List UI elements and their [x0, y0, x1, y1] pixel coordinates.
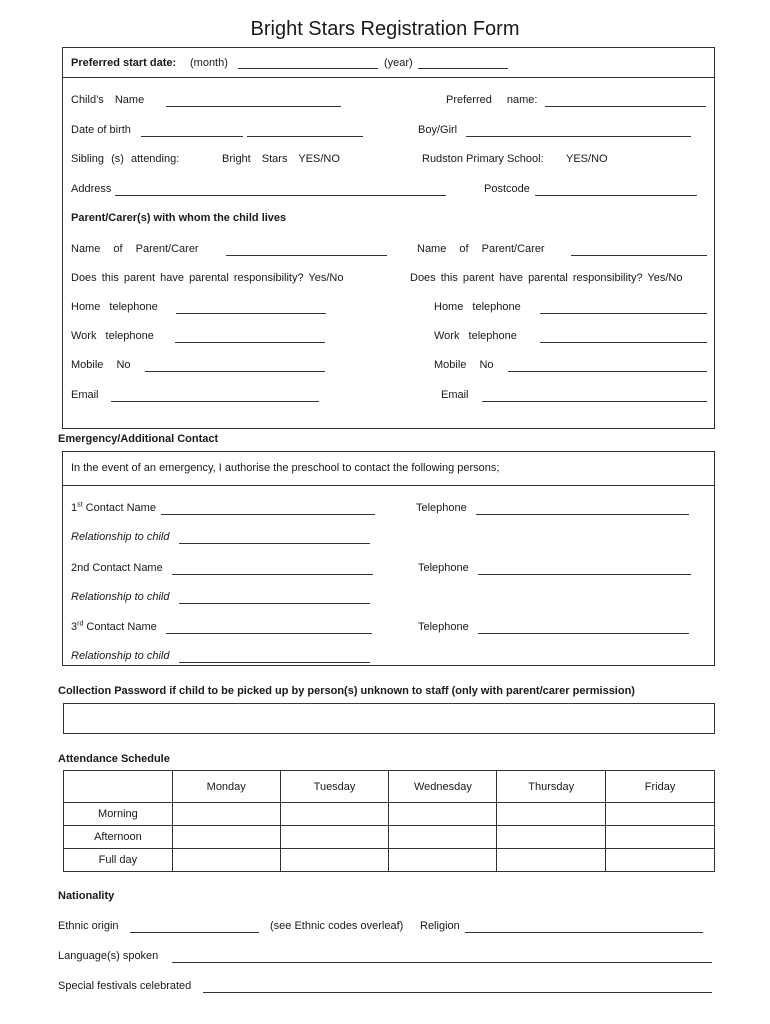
religion-field[interactable]: [465, 932, 703, 933]
contact1-telephone-field[interactable]: [476, 514, 689, 515]
contact1-telephone-label: Telephone: [416, 502, 467, 514]
ethnic-origin-label: Ethnic origin: [58, 920, 119, 932]
contact3-telephone-label: Telephone: [418, 621, 469, 633]
boy-girl-label: Boy/Girl: [418, 124, 458, 136]
attendance-row: [64, 826, 715, 849]
contact3-relationship-field[interactable]: [179, 662, 370, 663]
parent1-work-field[interactable]: [175, 342, 325, 343]
dob-field-1[interactable]: [141, 136, 243, 137]
start-month-field[interactable]: [238, 68, 378, 69]
schedule-cell[interactable]: [389, 803, 497, 826]
start-year-label: (year): [384, 57, 413, 69]
schedule-cell[interactable]: [280, 849, 389, 872]
parent1-home-label: Home telephone: [71, 301, 158, 313]
postcode-label: Postcode: [484, 183, 530, 195]
schedule-cell[interactable]: [172, 826, 280, 849]
rudston-label: Rudston Primary School:: [422, 153, 544, 165]
contact2-telephone-label: Telephone: [418, 562, 469, 574]
parent2-name-field[interactable]: [571, 255, 707, 256]
child-name-label: Child’s Name: [71, 94, 145, 106]
start-year-field[interactable]: [418, 68, 508, 69]
preferred-name-field[interactable]: [545, 106, 706, 107]
parent2-email-label: Email: [441, 389, 469, 401]
contact3-number: 3: [71, 621, 78, 633]
parent2-home-field[interactable]: [540, 313, 707, 314]
contact1-suffix: st: [77, 501, 83, 509]
schedule-cell[interactable]: [497, 849, 606, 872]
emergency-heading: Emergency/Additional Contact: [58, 433, 219, 445]
attendance-row: [64, 849, 715, 872]
parent2-mobile-field[interactable]: [508, 371, 707, 372]
parent2-home-label: Home telephone: [434, 301, 521, 313]
parent1-work-label: Work telephone: [71, 330, 154, 342]
parent2-work-label: Work telephone: [434, 330, 517, 342]
contact3-relationship-label: Relationship to child: [71, 650, 170, 662]
parent1-mobile-field[interactable]: [145, 371, 325, 372]
language-label: Language(s) spoken: [58, 950, 159, 962]
schedule-cell[interactable]: [497, 826, 606, 849]
schedule-cell[interactable]: [389, 849, 497, 872]
rudston-yes-no[interactable]: YES/NO: [566, 153, 608, 165]
contact1-relationship-field[interactable]: [179, 543, 370, 544]
schedule-cell[interactable]: [172, 849, 280, 872]
schedule-cell[interactable]: [389, 826, 497, 849]
start-date-label: Preferred start date:: [71, 57, 177, 69]
schedule-cell[interactable]: [280, 803, 389, 826]
contact1-number: 1: [71, 502, 78, 514]
dob-field-2[interactable]: [247, 136, 363, 137]
nationality-heading: Nationality: [58, 890, 115, 902]
session-label: Full day: [64, 849, 173, 872]
day-header: Monday: [172, 771, 280, 803]
attendance-heading: Attendance Schedule: [58, 753, 170, 765]
session-label: Afternoon: [64, 826, 173, 849]
contact1-label: [71, 502, 156, 515]
start-month-label: (month): [190, 57, 228, 69]
day-header: Friday: [606, 771, 715, 803]
parents-heading: Parent/Carer(s) with whom the child lives: [71, 212, 287, 224]
schedule-cell[interactable]: [606, 803, 715, 826]
festivals-field[interactable]: [203, 992, 712, 993]
contact3-suffix: rd: [77, 620, 84, 628]
day-header: Wednesday: [389, 771, 497, 803]
contact2-relationship-field[interactable]: [179, 603, 370, 604]
ethnic-origin-field[interactable]: [130, 932, 259, 933]
attendance-header-row: [64, 771, 715, 803]
schedule-cell[interactable]: [280, 826, 389, 849]
attendance-corner-cell: [64, 771, 173, 803]
parent1-email-field[interactable]: [111, 401, 319, 402]
ethnic-codes-note: (see Ethnic codes overleaf): [270, 920, 404, 932]
preferred-name-label: Preferred name:: [446, 94, 538, 106]
collection-heading: Collection Password if child to be picked up by person(s) unknown to staff (only with parent/carer permission): [58, 685, 635, 697]
contact3-name-field[interactable]: [166, 633, 372, 634]
session-label: Morning: [64, 803, 173, 826]
contact1-relationship-label: Relationship to child: [71, 531, 170, 543]
address-field[interactable]: [115, 195, 446, 196]
contact3-label: [71, 621, 157, 634]
parent2-responsibility[interactable]: Does this parent have parental responsibility? Yes/No: [410, 272, 683, 284]
language-field[interactable]: [172, 962, 712, 963]
parent1-name-label: Name of Parent/Carer: [71, 243, 199, 255]
day-header: Thursday: [497, 771, 606, 803]
schedule-cell[interactable]: [606, 826, 715, 849]
parent1-email-label: Email: [71, 389, 99, 401]
schedule-cell[interactable]: [606, 849, 715, 872]
schedule-cell[interactable]: [497, 803, 606, 826]
contact2-relationship-label: Relationship to child: [71, 591, 170, 603]
parent1-home-field[interactable]: [176, 313, 326, 314]
parent1-name-field[interactable]: [226, 255, 387, 256]
sibling-label: Sibling (s) attending:: [71, 153, 180, 165]
form-title: Bright Stars Registration Form: [250, 18, 520, 40]
bright-stars-yes-no[interactable]: Bright Stars YES/NO: [222, 153, 340, 165]
festivals-label: Special festivals celebrated: [58, 980, 192, 992]
dob-label: Date of birth: [71, 124, 131, 136]
parent1-mobile-label: Mobile No: [71, 359, 131, 371]
schedule-cell[interactable]: [172, 803, 280, 826]
attendance-table: [63, 770, 715, 872]
collection-password-field[interactable]: [63, 703, 715, 734]
religion-label: Religion: [420, 920, 460, 932]
emergency-intro: In the event of an emergency, I authorise the preschool to contact the following persons;: [71, 462, 500, 474]
contact2-name-field[interactable]: [172, 574, 373, 575]
postcode-field[interactable]: [535, 195, 697, 196]
contact2-telephone-field[interactable]: [478, 574, 691, 575]
contact3-telephone-field[interactable]: [478, 633, 689, 634]
emergency-divider: [62, 485, 715, 486]
contact1-name-field[interactable]: [161, 514, 375, 515]
boy-girl-field[interactable]: [466, 136, 691, 137]
address-label: Address: [71, 183, 112, 195]
attendance-row: [64, 803, 715, 826]
contact3-name-text: Contact Name: [86, 621, 157, 633]
contact1-name-text: Contact Name: [85, 502, 156, 514]
parent2-mobile-label: Mobile No: [434, 359, 494, 371]
parent1-responsibility[interactable]: Does this parent have parental responsibility? Yes/No: [71, 272, 344, 284]
contact2-label: 2nd Contact Name: [71, 562, 163, 574]
parent2-work-field[interactable]: [540, 342, 707, 343]
parent2-name-label: Name of Parent/Carer: [417, 243, 545, 255]
parent2-email-field[interactable]: [482, 401, 707, 402]
start-date-divider: [62, 77, 715, 78]
child-name-field[interactable]: [166, 106, 341, 107]
day-header: Tuesday: [280, 771, 389, 803]
